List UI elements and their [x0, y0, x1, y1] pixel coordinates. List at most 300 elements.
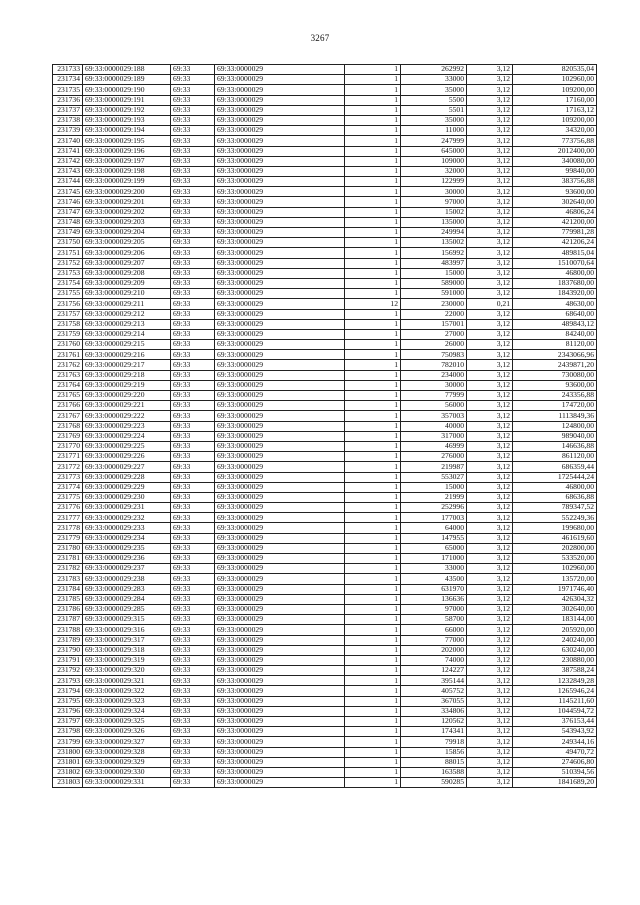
row-number-cell: 231798 — [53, 727, 83, 737]
cadastral-number-cell: 69:33:0000029:207 — [83, 258, 171, 268]
cadastral-number-cell: 69:33:0000029:214 — [83, 329, 171, 339]
rate-cell: 3,12 — [467, 594, 513, 604]
cadastral-number-cell: 69:33:0000029:192 — [83, 105, 171, 115]
value-cell: 1265946,24 — [513, 686, 597, 696]
cadastral-number-cell: 69:33:0000029:222 — [83, 411, 171, 421]
district-code-cell: 69:33 — [171, 727, 215, 737]
quarter-number-cell: 69:33:0000029 — [215, 95, 345, 105]
cadastral-number-cell: 69:33:0000029:202 — [83, 207, 171, 217]
quarter-number-cell: 69:33:0000029 — [215, 340, 345, 350]
table-row — [53, 686, 597, 696]
district-code-cell: 69:33 — [171, 391, 215, 401]
quarter-number-cell: 69:33:0000029 — [215, 645, 345, 655]
rate-cell: 3,12 — [467, 350, 513, 360]
rate-cell: 3,12 — [467, 757, 513, 767]
quarter-number-cell: 69:33:0000029 — [215, 462, 345, 472]
quarter-number-cell: 69:33:0000029 — [215, 696, 345, 706]
page-number: 3267 — [310, 33, 330, 43]
cadastral-number-cell: 69:33:0000029:190 — [83, 85, 171, 95]
district-code-cell: 69:33 — [171, 441, 215, 451]
rate-cell: 3,12 — [467, 289, 513, 299]
count-cell: 1 — [345, 594, 401, 604]
cadastral-number-cell: 69:33:0000029:224 — [83, 431, 171, 441]
table-row — [53, 615, 597, 625]
value-cell: 183144,00 — [513, 615, 597, 625]
row-number-cell: 231797 — [53, 717, 83, 727]
quarter-number-cell: 69:33:0000029 — [215, 543, 345, 553]
row-number-cell: 231775 — [53, 492, 83, 502]
area-cell: 590285 — [401, 778, 467, 788]
table-row — [53, 767, 597, 777]
count-cell: 1 — [345, 635, 401, 645]
table-row — [53, 136, 597, 146]
row-number-cell: 231774 — [53, 482, 83, 492]
district-code-cell: 69:33 — [171, 187, 215, 197]
district-code-cell: 69:33 — [171, 85, 215, 95]
row-number-cell: 231770 — [53, 441, 83, 451]
area-cell: 367055 — [401, 696, 467, 706]
rate-cell: 3,12 — [467, 115, 513, 125]
row-number-cell: 231740 — [53, 136, 83, 146]
quarter-number-cell: 69:33:0000029 — [215, 604, 345, 614]
cadastral-number-cell: 69:33:0000029:322 — [83, 686, 171, 696]
count-cell: 1 — [345, 319, 401, 329]
rate-cell: 3,12 — [467, 492, 513, 502]
row-number-cell: 231792 — [53, 666, 83, 676]
count-cell: 1 — [345, 278, 401, 288]
count-cell: 1 — [345, 727, 401, 737]
count-cell: 1 — [345, 706, 401, 716]
row-number-cell: 231784 — [53, 584, 83, 594]
district-code-cell: 69:33 — [171, 554, 215, 564]
cadastral-value-table — [52, 64, 597, 788]
district-code-cell: 69:33 — [171, 177, 215, 187]
table-row — [53, 278, 597, 288]
cadastral-number-cell: 69:33:0000029:320 — [83, 666, 171, 676]
rate-cell: 3,12 — [467, 207, 513, 217]
count-cell: 1 — [345, 228, 401, 238]
value-cell: 109200,00 — [513, 85, 597, 95]
row-number-cell: 231753 — [53, 268, 83, 278]
table-row — [53, 778, 597, 788]
cadastral-number-cell: 69:33:0000029:211 — [83, 299, 171, 309]
quarter-number-cell: 69:33:0000029 — [215, 452, 345, 462]
district-code-cell: 69:33 — [171, 635, 215, 645]
rate-cell: 3,12 — [467, 717, 513, 727]
quarter-number-cell: 69:33:0000029 — [215, 706, 345, 716]
row-number-cell: 231790 — [53, 645, 83, 655]
area-cell: 64000 — [401, 523, 467, 533]
table-row — [53, 431, 597, 441]
district-code-cell: 69:33 — [171, 146, 215, 156]
row-number-cell: 231734 — [53, 75, 83, 85]
table-row — [53, 594, 597, 604]
cadastral-number-cell: 69:33:0000029:328 — [83, 747, 171, 757]
quarter-number-cell: 69:33:0000029 — [215, 767, 345, 777]
value-cell: 489843,12 — [513, 319, 597, 329]
cadastral-number-cell: 69:33:0000029:216 — [83, 350, 171, 360]
table-row — [53, 604, 597, 614]
district-code-cell: 69:33 — [171, 503, 215, 513]
count-cell: 1 — [345, 757, 401, 767]
district-code-cell: 69:33 — [171, 757, 215, 767]
row-number-cell: 231787 — [53, 615, 83, 625]
cadastral-number-cell: 69:33:0000029:329 — [83, 757, 171, 767]
cadastral-number-cell: 69:33:0000029:318 — [83, 645, 171, 655]
area-cell: 79918 — [401, 737, 467, 747]
row-number-cell: 231738 — [53, 115, 83, 125]
quarter-number-cell: 69:33:0000029 — [215, 778, 345, 788]
area-cell: 317000 — [401, 431, 467, 441]
count-cell: 1 — [345, 166, 401, 176]
area-cell: 35000 — [401, 85, 467, 95]
row-number-cell: 231737 — [53, 105, 83, 115]
count-cell: 1 — [345, 360, 401, 370]
table-row — [53, 421, 597, 431]
table-row — [53, 727, 597, 737]
cadastral-number-cell: 69:33:0000029:203 — [83, 217, 171, 227]
district-code-cell: 69:33 — [171, 197, 215, 207]
count-cell: 1 — [345, 309, 401, 319]
row-number-cell: 231788 — [53, 625, 83, 635]
district-code-cell: 69:33 — [171, 248, 215, 258]
count-cell: 1 — [345, 767, 401, 777]
cadastral-number-cell: 69:33:0000029:234 — [83, 533, 171, 543]
quarter-number-cell: 69:33:0000029 — [215, 85, 345, 95]
table-row — [53, 177, 597, 187]
rate-cell: 3,12 — [467, 666, 513, 676]
cadastral-number-cell: 69:33:0000029:194 — [83, 126, 171, 136]
cadastral-number-cell: 69:33:0000029:188 — [83, 65, 171, 75]
area-cell: 234000 — [401, 370, 467, 380]
cadastral-number-cell: 69:33:0000029:319 — [83, 655, 171, 665]
district-code-cell: 69:33 — [171, 289, 215, 299]
value-cell: 1841689,20 — [513, 778, 597, 788]
district-code-cell: 69:33 — [171, 523, 215, 533]
cadastral-number-cell: 69:33:0000029:285 — [83, 604, 171, 614]
district-code-cell: 69:33 — [171, 75, 215, 85]
quarter-number-cell: 69:33:0000029 — [215, 717, 345, 727]
district-code-cell: 69:33 — [171, 543, 215, 553]
area-cell: 30000 — [401, 187, 467, 197]
rate-cell: 3,12 — [467, 370, 513, 380]
quarter-number-cell: 69:33:0000029 — [215, 655, 345, 665]
row-number-cell: 231779 — [53, 533, 83, 543]
quarter-number-cell: 69:33:0000029 — [215, 258, 345, 268]
row-number-cell: 231772 — [53, 462, 83, 472]
area-cell: 46999 — [401, 441, 467, 451]
rate-cell: 3,12 — [467, 462, 513, 472]
rate-cell: 3,12 — [467, 635, 513, 645]
quarter-number-cell: 69:33:0000029 — [215, 757, 345, 767]
value-cell: 989040,00 — [513, 431, 597, 441]
row-number-cell: 231748 — [53, 217, 83, 227]
count-cell: 1 — [345, 462, 401, 472]
table-row — [53, 207, 597, 217]
cadastral-number-cell: 69:33:0000029:217 — [83, 360, 171, 370]
rate-cell: 3,12 — [467, 340, 513, 350]
count-cell: 1 — [345, 136, 401, 146]
table-row — [53, 380, 597, 390]
district-code-cell: 69:33 — [171, 696, 215, 706]
district-code-cell: 69:33 — [171, 340, 215, 350]
area-cell: 202000 — [401, 645, 467, 655]
cadastral-number-cell: 69:33:0000029:330 — [83, 767, 171, 777]
district-code-cell: 69:33 — [171, 462, 215, 472]
rate-cell: 3,12 — [467, 105, 513, 115]
area-cell: 483997 — [401, 258, 467, 268]
quarter-number-cell: 69:33:0000029 — [215, 441, 345, 451]
cadastral-number-cell: 69:33:0000029:235 — [83, 543, 171, 553]
area-cell: 33000 — [401, 75, 467, 85]
district-code-cell: 69:33 — [171, 166, 215, 176]
district-code-cell: 69:33 — [171, 309, 215, 319]
district-code-cell: 69:33 — [171, 686, 215, 696]
table-row — [53, 666, 597, 676]
quarter-number-cell: 69:33:0000029 — [215, 564, 345, 574]
value-cell: 510394,56 — [513, 767, 597, 777]
count-cell: 1 — [345, 676, 401, 686]
district-code-cell: 69:33 — [171, 533, 215, 543]
district-code-cell: 69:33 — [171, 136, 215, 146]
quarter-number-cell: 69:33:0000029 — [215, 268, 345, 278]
rate-cell: 3,12 — [467, 737, 513, 747]
table-row — [53, 635, 597, 645]
table-row — [53, 513, 597, 523]
row-number-cell: 231745 — [53, 187, 83, 197]
row-number-cell: 231799 — [53, 737, 83, 747]
row-number-cell: 231795 — [53, 696, 83, 706]
value-cell: 1725444,24 — [513, 472, 597, 482]
rate-cell: 3,12 — [467, 431, 513, 441]
cadastral-number-cell: 69:33:0000029:195 — [83, 136, 171, 146]
count-cell: 1 — [345, 146, 401, 156]
area-cell: 97000 — [401, 197, 467, 207]
area-cell: 65000 — [401, 543, 467, 553]
cadastral-number-cell: 69:33:0000029:230 — [83, 492, 171, 502]
row-number-cell: 231771 — [53, 452, 83, 462]
rate-cell: 3,12 — [467, 65, 513, 75]
quarter-number-cell: 69:33:0000029 — [215, 727, 345, 737]
area-cell: 276000 — [401, 452, 467, 462]
area-cell: 156992 — [401, 248, 467, 258]
rate-cell: 3,12 — [467, 778, 513, 788]
value-cell: 199680,00 — [513, 523, 597, 533]
count-cell: 1 — [345, 645, 401, 655]
cadastral-number-cell: 69:33:0000029:218 — [83, 370, 171, 380]
count-cell: 1 — [345, 421, 401, 431]
table-row — [53, 676, 597, 686]
count-cell: 1 — [345, 472, 401, 482]
value-cell: 68640,00 — [513, 309, 597, 319]
area-cell: 74000 — [401, 655, 467, 665]
cadastral-number-cell: 69:33:0000029:208 — [83, 268, 171, 278]
count-cell: 1 — [345, 105, 401, 115]
quarter-number-cell: 69:33:0000029 — [215, 615, 345, 625]
cadastral-number-cell: 69:33:0000029:315 — [83, 615, 171, 625]
cadastral-number-cell: 69:33:0000029:197 — [83, 156, 171, 166]
value-cell: 230880,00 — [513, 655, 597, 665]
quarter-number-cell: 69:33:0000029 — [215, 676, 345, 686]
count-cell: 1 — [345, 554, 401, 564]
row-number-cell: 231802 — [53, 767, 83, 777]
district-code-cell: 69:33 — [171, 767, 215, 777]
quarter-number-cell: 69:33:0000029 — [215, 289, 345, 299]
count-cell: 1 — [345, 391, 401, 401]
count-cell: 1 — [345, 543, 401, 553]
count-cell: 1 — [345, 625, 401, 635]
value-cell: 1113849,36 — [513, 411, 597, 421]
quarter-number-cell: 69:33:0000029 — [215, 360, 345, 370]
count-cell: 1 — [345, 492, 401, 502]
rate-cell: 3,12 — [467, 197, 513, 207]
rate-cell: 3,12 — [467, 319, 513, 329]
value-cell: 240240,00 — [513, 635, 597, 645]
area-cell: 30000 — [401, 380, 467, 390]
district-code-cell: 69:33 — [171, 706, 215, 716]
table-row — [53, 533, 597, 543]
row-number-cell: 231744 — [53, 177, 83, 187]
table-row — [53, 441, 597, 451]
area-cell: 43500 — [401, 574, 467, 584]
count-cell: 1 — [345, 737, 401, 747]
count-cell: 1 — [345, 574, 401, 584]
count-cell: 1 — [345, 156, 401, 166]
row-number-cell: 231773 — [53, 472, 83, 482]
quarter-number-cell: 69:33:0000029 — [215, 737, 345, 747]
rate-cell: 3,12 — [467, 217, 513, 227]
row-number-cell: 231791 — [53, 655, 83, 665]
area-cell: 77999 — [401, 391, 467, 401]
count-cell: 1 — [345, 717, 401, 727]
row-number-cell: 231735 — [53, 85, 83, 95]
cadastral-number-cell: 69:33:0000029:233 — [83, 523, 171, 533]
value-cell: 533520,00 — [513, 554, 597, 564]
table-row — [53, 554, 597, 564]
cadastral-number-cell: 69:33:0000029:284 — [83, 594, 171, 604]
area-cell: 177003 — [401, 513, 467, 523]
cadastral-number-cell: 69:33:0000029:283 — [83, 584, 171, 594]
district-code-cell: 69:33 — [171, 452, 215, 462]
table-row — [53, 289, 597, 299]
area-cell: 66000 — [401, 625, 467, 635]
value-cell: 46800,00 — [513, 482, 597, 492]
row-number-cell: 231794 — [53, 686, 83, 696]
value-cell: 1510070,64 — [513, 258, 597, 268]
row-number-cell: 231803 — [53, 778, 83, 788]
cadastral-number-cell: 69:33:0000029:189 — [83, 75, 171, 85]
table-row — [53, 584, 597, 594]
area-cell: 262992 — [401, 65, 467, 75]
table-row — [53, 126, 597, 136]
district-code-cell: 69:33 — [171, 360, 215, 370]
count-cell: 1 — [345, 778, 401, 788]
value-cell: 2012400,00 — [513, 146, 597, 156]
cadastral-number-cell: 69:33:0000029:326 — [83, 727, 171, 737]
table-row — [53, 217, 597, 227]
area-cell: 553027 — [401, 472, 467, 482]
count-cell: 1 — [345, 503, 401, 513]
cadastral-number-cell: 69:33:0000029:199 — [83, 177, 171, 187]
quarter-number-cell: 69:33:0000029 — [215, 666, 345, 676]
cadastral-number-cell: 69:33:0000029:316 — [83, 625, 171, 635]
count-cell: 1 — [345, 696, 401, 706]
district-code-cell: 69:33 — [171, 207, 215, 217]
district-code-cell: 69:33 — [171, 778, 215, 788]
count-cell: 1 — [345, 380, 401, 390]
cadastral-number-cell: 69:33:0000029:236 — [83, 554, 171, 564]
cadastral-number-cell: 69:33:0000029:231 — [83, 503, 171, 513]
area-cell: 5501 — [401, 105, 467, 115]
rate-cell: 3,12 — [467, 503, 513, 513]
count-cell: 1 — [345, 187, 401, 197]
count-cell: 1 — [345, 686, 401, 696]
district-code-cell: 69:33 — [171, 492, 215, 502]
value-cell: 17163,12 — [513, 105, 597, 115]
district-code-cell: 69:33 — [171, 747, 215, 757]
value-cell: 630240,00 — [513, 645, 597, 655]
district-code-cell: 69:33 — [171, 421, 215, 431]
quarter-number-cell: 69:33:0000029 — [215, 166, 345, 176]
value-cell: 421206,24 — [513, 238, 597, 248]
district-code-cell: 69:33 — [171, 217, 215, 227]
table-row — [53, 105, 597, 115]
district-code-cell: 69:33 — [171, 431, 215, 441]
count-cell: 1 — [345, 258, 401, 268]
cadastral-number-cell: 69:33:0000029:228 — [83, 472, 171, 482]
quarter-number-cell: 69:33:0000029 — [215, 207, 345, 217]
value-cell: 146636,88 — [513, 441, 597, 451]
quarter-number-cell: 69:33:0000029 — [215, 686, 345, 696]
rate-cell: 3,12 — [467, 676, 513, 686]
quarter-number-cell: 69:33:0000029 — [215, 380, 345, 390]
cadastral-number-cell: 69:33:0000029:226 — [83, 452, 171, 462]
cadastral-number-cell: 69:33:0000029:193 — [83, 115, 171, 125]
value-cell: 17160,00 — [513, 95, 597, 105]
value-cell: 174720,00 — [513, 401, 597, 411]
quarter-number-cell: 69:33:0000029 — [215, 319, 345, 329]
cadastral-number-cell: 69:33:0000029:317 — [83, 635, 171, 645]
count-cell: 1 — [345, 248, 401, 258]
row-number-cell: 231796 — [53, 706, 83, 716]
area-cell: 395144 — [401, 676, 467, 686]
table-row — [53, 75, 597, 85]
row-number-cell: 231777 — [53, 513, 83, 523]
area-cell: 32000 — [401, 166, 467, 176]
area-cell: 219987 — [401, 462, 467, 472]
count-cell: 1 — [345, 329, 401, 339]
cadastral-number-cell: 69:33:0000029:215 — [83, 340, 171, 350]
row-number-cell: 231780 — [53, 543, 83, 553]
count-cell: 1 — [345, 452, 401, 462]
rate-cell: 3,12 — [467, 645, 513, 655]
value-cell: 426304,32 — [513, 594, 597, 604]
area-cell: 157001 — [401, 319, 467, 329]
district-code-cell: 69:33 — [171, 666, 215, 676]
area-cell: 645000 — [401, 146, 467, 156]
quarter-number-cell: 69:33:0000029 — [215, 146, 345, 156]
value-cell: 552249,36 — [513, 513, 597, 523]
cadastral-number-cell: 69:33:0000029:324 — [83, 706, 171, 716]
area-cell: 58700 — [401, 615, 467, 625]
table-row — [53, 452, 597, 462]
quarter-number-cell: 69:33:0000029 — [215, 594, 345, 604]
quarter-number-cell: 69:33:0000029 — [215, 391, 345, 401]
cadastral-number-cell: 69:33:0000029:321 — [83, 676, 171, 686]
cadastral-number-cell: 69:33:0000029:323 — [83, 696, 171, 706]
area-cell: 334806 — [401, 706, 467, 716]
rate-cell: 3,12 — [467, 767, 513, 777]
